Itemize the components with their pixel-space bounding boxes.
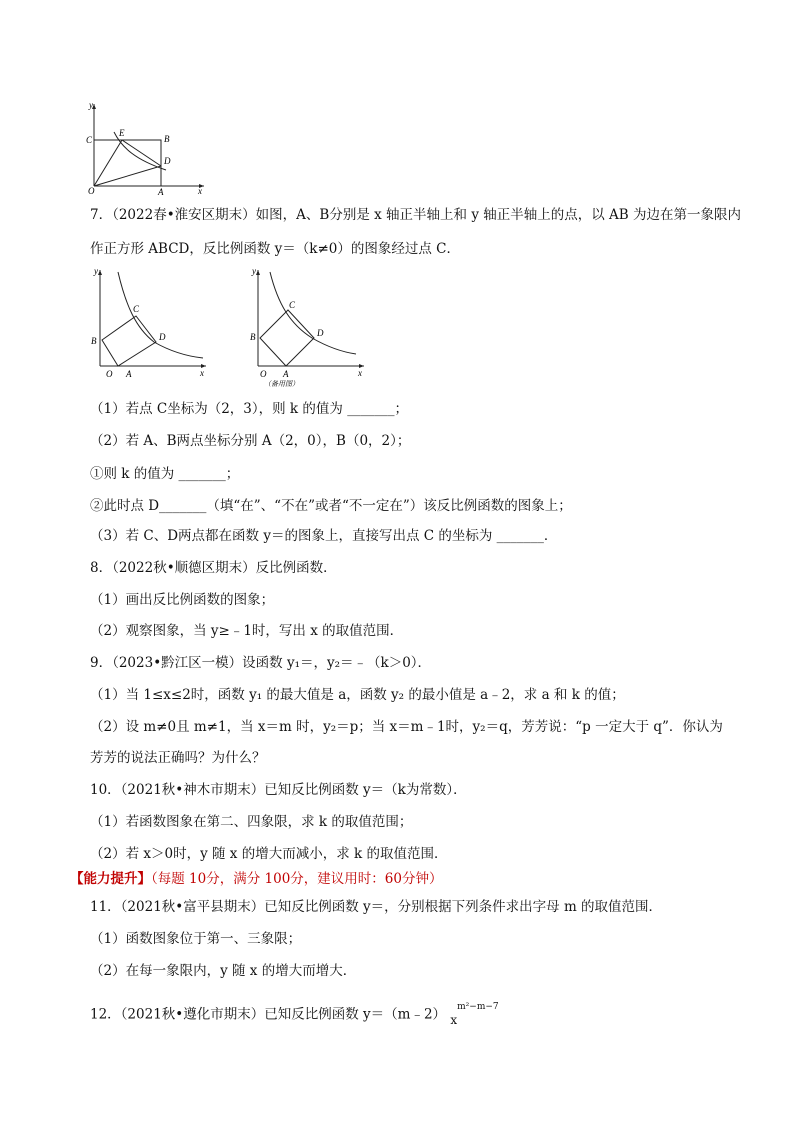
q12-line-1 <box>90 1002 499 1027</box>
section-note: （每题 10分，满分 100分，建议用时：60分钟） <box>151 871 443 887</box>
figure-q6 <box>86 98 211 196</box>
q11-part-1: （1）函数图象位于第一、三象限； <box>90 931 302 947</box>
figure-q7-backup <box>246 266 371 388</box>
q11-line-1: 11．（2021秋•富平县期末）已知反比例函数 y＝，分别根据下列条件求出字母 m 的取值范围． <box>90 899 663 915</box>
fig7b-label-o: O <box>260 369 267 379</box>
fig6-label-x: x <box>198 186 202 196</box>
fig7b-label-y: y <box>252 266 256 276</box>
fig6-label-c: C <box>86 135 93 145</box>
q10-part-2: （2）若 x＞0时，y 随 x 的增大而减小，求 k 的取值范围． <box>90 846 448 862</box>
fig7a-label-b: B <box>91 336 97 346</box>
section-header <box>70 870 442 888</box>
fig7b-label-x: x <box>358 368 362 378</box>
fig6-label-b: B <box>164 134 170 144</box>
q12-exponent: m²−m−7 <box>457 1002 499 1012</box>
q7-part-3: （3）若 C、D两点都在函数 y＝的图象上，直接写出点 C 的坐标为 _______． <box>90 528 558 544</box>
fig7b-label-a: A <box>283 369 289 379</box>
fig7a-label-c: C <box>133 304 140 314</box>
fig7a-label-x: x <box>200 368 204 378</box>
fig6-label-a: A <box>158 187 164 196</box>
q7-part-2: （2）若 A、B两点坐标分别 A（2，0），B（0，2）； <box>90 433 411 449</box>
fig6-label-y: y <box>89 100 93 110</box>
fig7a-label-y: y <box>94 266 98 276</box>
q10-part-1: （1）若函数图象在第二、四象限，求 k 的取值范围； <box>90 814 413 830</box>
fig7b-label-d: D <box>317 328 324 338</box>
q9-line-1: 9．（2023•黔江区一模）设函数 y₁＝，y₂＝﹣（k＞0）． <box>90 655 432 671</box>
q8-line-1: 8．（2022秋•顺德区期末）反比例函数． <box>90 560 337 576</box>
q7-part-2b: ②此时点 D_______（填“在”、“不在”或者“不一定在”）该反比例函数的图象上； <box>90 498 572 514</box>
q11-part-2: （2）在每一象限内，y 随 x 的增大而增大． <box>90 963 357 979</box>
fig6-label-e: E <box>119 128 125 138</box>
q9-part-1: （1）当 1≤x≤2时，函数 y₁ 的最大值是 a，函数 y₂ 的最小值是 a﹣2，求 a 和 k 的值； <box>90 687 625 703</box>
q7-line-2: 作正方形 ABCD，反比例函数 y＝（k≠0）的图象经过点 C． <box>90 241 460 257</box>
q7-part-2a: ①则 k 的值为 _______； <box>90 466 240 482</box>
q9-part-2: （2）设 m≠0且 m≠1，当 x＝m 时，y₂＝p；当 x＝m﹣1时，y₂＝q，芳芳说：“p 一定大于 q”．你认为 <box>90 719 723 735</box>
q12-text: 12．（2021秋•遵化市期末）已知反比例函数 y＝（m﹣2） <box>90 1006 447 1023</box>
q10-line-1: 10．（2021秋•神木市期末）已知反比例函数 y＝（k为常数）． <box>90 782 467 798</box>
q7-part-1: （1）若点 C坐标为（2，3），则 k 的值为 _______； <box>90 401 408 417</box>
fig7b-caption: （备用图） <box>264 380 299 388</box>
fig6-label-d: D <box>164 156 171 166</box>
q8-part-2: （2）观察图象，当 y≥﹣1时，写出 x 的取值范围． <box>90 623 404 639</box>
q7-line-1: 7．（2022春•淮安区期末）如图，A、B分别是 x 轴正半轴上和 y 轴正半轴上的点，以 AB 为边在第一象限内 <box>90 207 741 223</box>
q9-part-2-cont: 芳芳的说法正确吗？为什么？ <box>90 750 266 766</box>
section-title: 【能力提升】 <box>70 871 151 887</box>
fig7a-label-o: O <box>106 369 113 379</box>
fig7a-label-a: A <box>126 369 132 379</box>
fig6-label-o: O <box>88 186 95 196</box>
q8-part-1: （1）画出反比例函数的图象； <box>90 592 275 608</box>
fig7b-label-b: B <box>250 332 256 342</box>
fig7a-label-d: D <box>159 332 166 342</box>
fig7b-label-c: C <box>289 300 296 310</box>
q12-base: x <box>450 1012 458 1027</box>
figure-q7-main <box>88 266 213 382</box>
